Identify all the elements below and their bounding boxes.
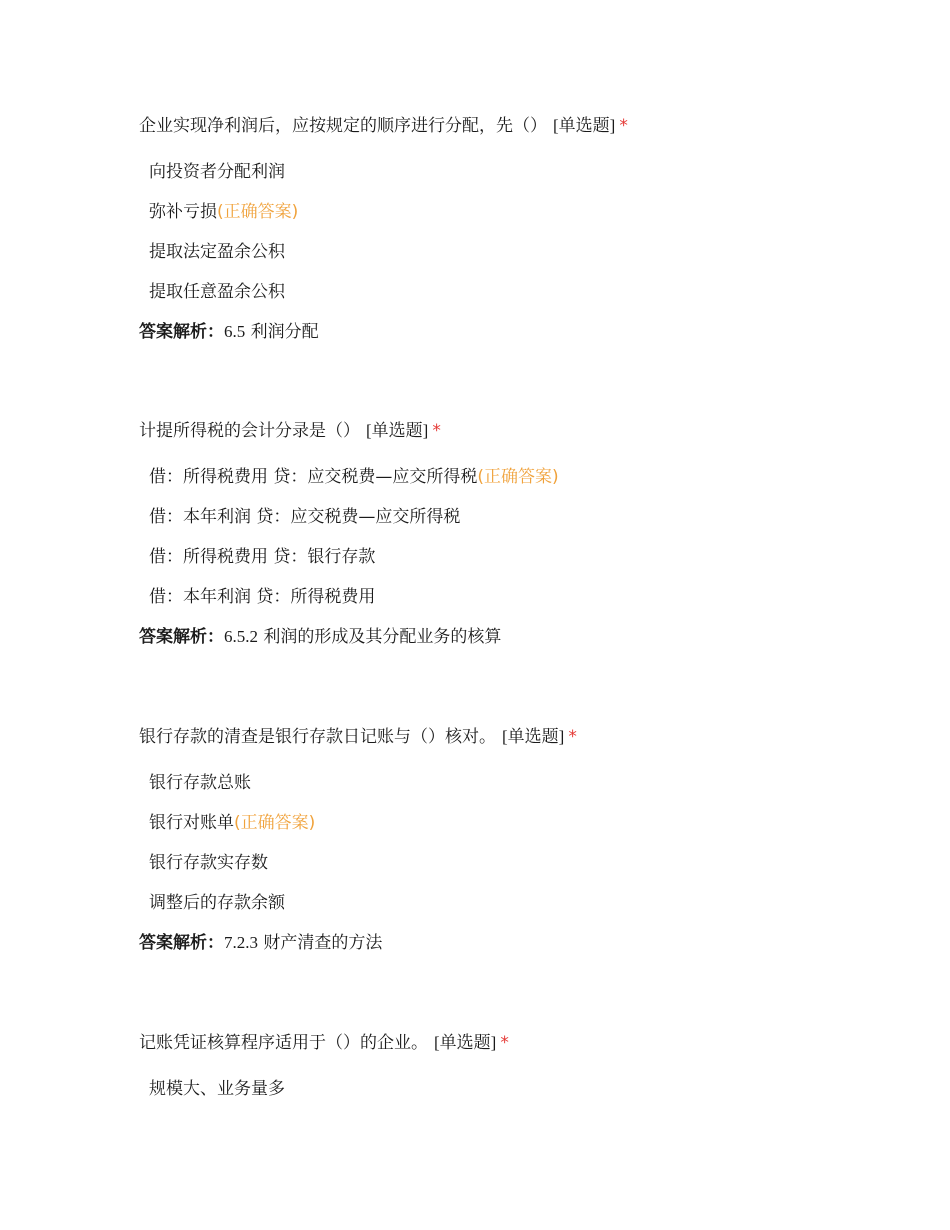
- option-item[interactable]: [139, 160, 899, 184]
- analysis-code: 7.2.3: [224, 933, 258, 952]
- option-item[interactable]: [139, 891, 899, 915]
- options-list: [139, 771, 899, 915]
- option-item[interactable]: [139, 280, 899, 304]
- option-text: 银行对账单: [149, 813, 234, 833]
- option-text: 提取任意盈余公积: [149, 282, 285, 302]
- options-list: [139, 465, 899, 609]
- option-text: 借：本年利润 贷：所得税费用: [149, 587, 376, 607]
- question-title: [139, 725, 899, 749]
- option-item[interactable]: [139, 585, 899, 609]
- correct-answer-tag: (正确答案): [477, 467, 559, 487]
- question-title: [139, 114, 899, 138]
- option-item[interactable]: [139, 1077, 899, 1101]
- option-item[interactable]: [139, 505, 899, 529]
- options-list: [139, 160, 899, 304]
- question-text: 记账凭证核算程序适用于（）的企业。: [139, 1033, 428, 1053]
- required-star: *: [568, 727, 577, 747]
- analysis-label: 答案解析：: [139, 627, 224, 647]
- option-text: 规模大、业务量多: [149, 1079, 285, 1099]
- answer-analysis: [139, 931, 899, 955]
- question-type: [单选题]: [553, 116, 616, 135]
- question-3: [139, 725, 899, 955]
- question-type: [单选题]: [434, 1033, 497, 1052]
- question-1: [139, 114, 899, 344]
- option-text: 提取法定盈余公积: [149, 242, 285, 262]
- analysis-text: 利润的形成及其分配业务的核算: [258, 627, 502, 647]
- option-text: 借：所得税费用 贷：银行存款: [149, 547, 376, 567]
- options-list: [139, 1077, 899, 1101]
- question-text: 企业实现净利润后，应按规定的顺序进行分配，先（）: [139, 116, 547, 136]
- question-type: [单选题]: [502, 727, 565, 746]
- answer-analysis: [139, 320, 899, 344]
- option-item[interactable]: [139, 240, 899, 264]
- analysis-label: 答案解析：: [139, 322, 224, 342]
- question-4: [139, 1031, 899, 1117]
- question-title: [139, 419, 899, 443]
- option-item[interactable]: [139, 545, 899, 569]
- option-text: 弥补亏损: [149, 202, 217, 222]
- required-star: *: [500, 1033, 509, 1053]
- analysis-code: 6.5: [224, 322, 246, 341]
- option-text: 银行存款实存数: [149, 853, 268, 873]
- option-text: 借：本年利润 贷：应交税费—应交所得税: [149, 507, 461, 527]
- required-star: *: [619, 116, 628, 136]
- question-title: [139, 1031, 899, 1055]
- option-text: 借：所得税费用 贷：应交税费—应交所得税: [149, 467, 478, 487]
- question-2: [139, 419, 899, 649]
- option-item[interactable]: [139, 811, 899, 835]
- option-text: 调整后的存款余额: [149, 893, 285, 913]
- required-star: *: [432, 421, 441, 441]
- analysis-text: 财产清查的方法: [258, 933, 383, 953]
- question-text: 银行存款的清查是银行存款日记账与（）核对。: [139, 727, 496, 747]
- analysis-text: 利润分配: [245, 322, 319, 342]
- option-item[interactable]: [139, 851, 899, 875]
- analysis-label: 答案解析：: [139, 933, 224, 953]
- analysis-code: 6.5.2: [224, 627, 258, 646]
- question-text: 计提所得税的会计分录是（）: [139, 421, 360, 441]
- correct-answer-tag: (正确答案): [217, 202, 299, 222]
- option-item[interactable]: [139, 771, 899, 795]
- option-text: 向投资者分配利润: [149, 162, 285, 182]
- option-item[interactable]: [139, 465, 899, 489]
- correct-answer-tag: (正确答案): [234, 813, 316, 833]
- option-item[interactable]: [139, 200, 899, 224]
- answer-analysis: [139, 625, 899, 649]
- option-text: 银行存款总账: [149, 773, 251, 793]
- question-type: [单选题]: [366, 421, 429, 440]
